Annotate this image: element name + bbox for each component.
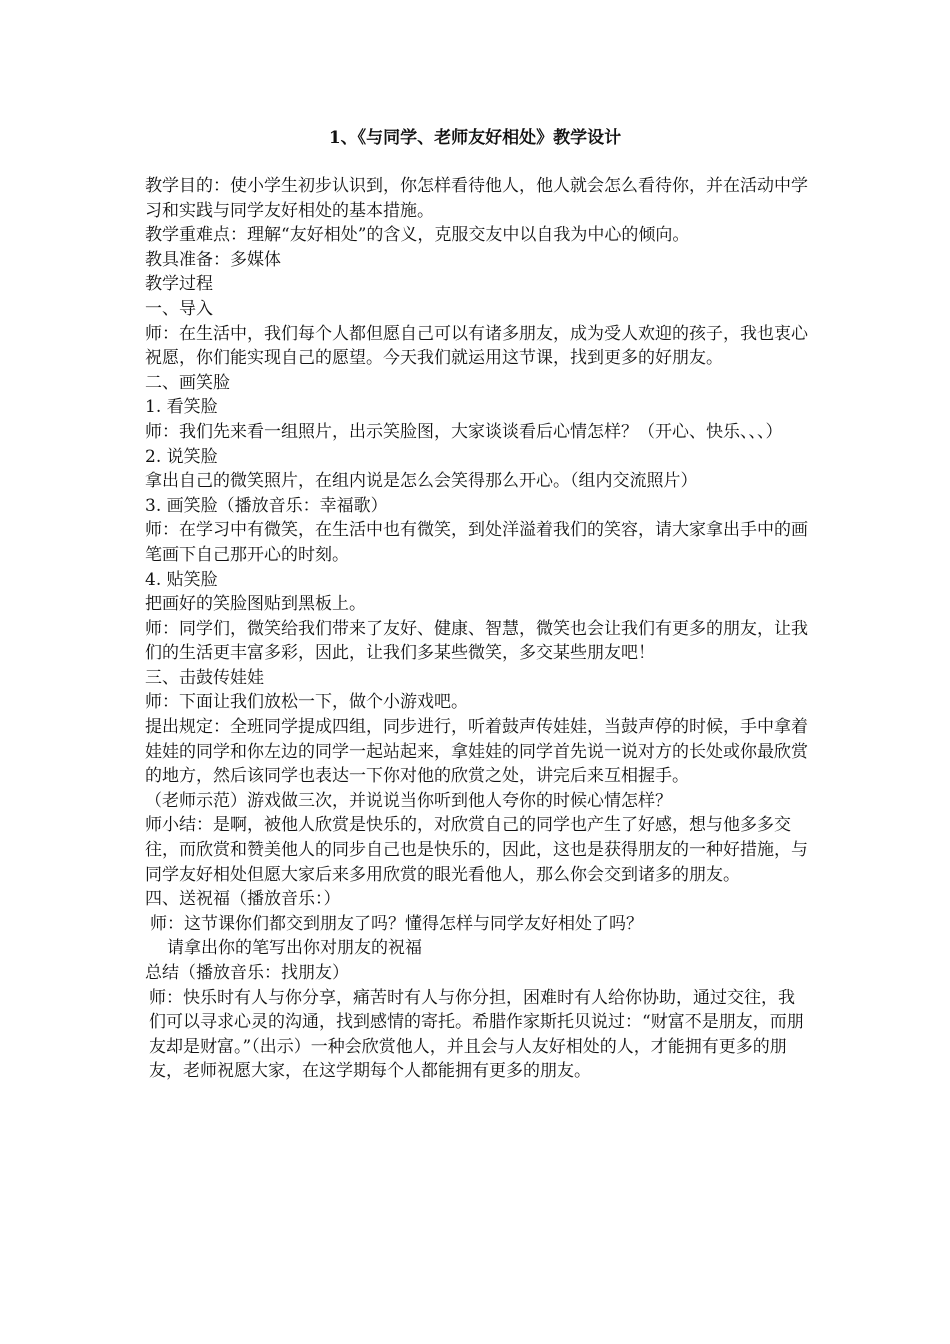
paragraph-objective: 教学目的：使小学生初步认识到，你怎样看待他人，他人就会怎么看待你，并在活动中学习和实践与同学友好相处的基本措施。 xyxy=(145,176,808,221)
paragraph-blessing-question: 师：这节课你们都交到朋友了吗？懂得怎样与同学友好相处了吗？ xyxy=(150,913,643,934)
subheading-look-smile: 1. 看笑脸 xyxy=(145,397,218,418)
subheading-draw-smile: 3. 画笑脸（播放音乐：幸福歌） xyxy=(145,495,388,516)
section-heading-drum-game: 三、击鼓传娃娃 xyxy=(145,667,264,688)
paragraph-post-smile: 把画好的笑脸图贴到黑板上。 xyxy=(145,594,366,615)
paragraph-draw-smile: 师：在学习中有微笑，在生活中也有微笑，到处洋溢着我们的笑容，请大家拿出手中的画笔画下自己那开心的时刻。 xyxy=(145,520,808,565)
paragraph-blessing-instruction: 请拿出你的笔写出你对朋友的祝福 xyxy=(167,938,422,959)
paragraph-key-points: 教学重难点：理解“友好相处”的含义，克服交友中以自我为中心的倾向。 xyxy=(145,225,690,246)
subheading-say-smile: 2. 说笑脸 xyxy=(145,446,218,467)
document-title: 1、《与同学、老师友好相处》教学设计 xyxy=(328,128,622,148)
paragraph-smile-summary: 师：同学们，微笑给我们带来了友好、健康、智慧，微笑也会让我们有更多的朋友，让我们的生活更丰富多彩，因此，让我们多某些微笑，多交某些朋友吧！ xyxy=(145,618,808,664)
paragraph-materials: 教具准备：多媒体 xyxy=(145,249,281,270)
paragraph-game-rules: 提出规定：全班同学提成四组，同步进行，听着鼓声传娃娃，当鼓声停的时候，手中拿着娃娃的同学和你左边的同学一起站起来，拿娃娃的同学首先说一说对方的长处或你最欣赏的地方，然后该同学也表达一下你对他的欣赏之处，讲完后来互相握手。 xyxy=(145,717,808,787)
paragraph-game-intro: 师：下面让我们放松一下，做个小游戏吧。 xyxy=(145,692,468,713)
section-heading-intro: 一、导入 xyxy=(145,298,213,319)
paragraph-teacher-demo: （老师示范）游戏做三次，并说说当你听到他人夸你的时候心情怎样？ xyxy=(145,790,672,811)
paragraph-say-smile: 拿出自己的微笑照片，在组内说是怎么会笑得那么开心。（组内交流照片） xyxy=(145,471,698,492)
paragraph-teacher-summary: 师小结：是啊，被他人欣赏是快乐的，对欣赏自己的同学也产生了好感，想与他多多交往，而欣赏和赞美他人的同步自己也是快乐的，因此，这也是获得朋友的一种好措施，与同学友好相处但愿大家后来多用欣赏的眼光看他人，那么你会交到诸多的朋友。 xyxy=(145,815,808,885)
section-heading-conclusion: 总结（播放音乐：找朋友） xyxy=(145,963,349,983)
section-heading-draw-smile: 二、画笑脸 xyxy=(145,372,230,393)
paragraph-look-smile: 师：我们先来看一组照片，出示笑脸图，大家谈谈看后心情怎样？（开心、快乐、、、） xyxy=(145,421,783,442)
paragraph-conclusion: 师：快乐时有人与你分享，痛苦时有人与你分担，困难时有人给你协助，通过交往，我们可以寻求心灵的沟通，找到感情的寄托。希腊作家斯托贝说过：“财富不是朋友，而朋友却是财富。”（出示）一种会欣赏他人，并且会与人友好相处的人，才能拥有更多的朋友，老师祝愿大家，在这学期每个人都能拥有更多的朋友。 xyxy=(149,987,804,1082)
section-heading-blessing: 四、送祝福（播放音乐：） xyxy=(145,889,341,910)
paragraph-intro-teacher: 师：在生活中，我们每个人都但愿自己可以有诸多朋友，成为受人欢迎的孩子，我也衷心祝愿，你们能实现自己的愿望。今天我们就运用这节课，找到更多的好朋友。 xyxy=(145,323,808,369)
subheading-post-smile: 4. 贴笑脸 xyxy=(145,569,218,590)
paragraph-process-heading: 教学过程 xyxy=(145,274,213,295)
document-body xyxy=(145,174,810,1084)
